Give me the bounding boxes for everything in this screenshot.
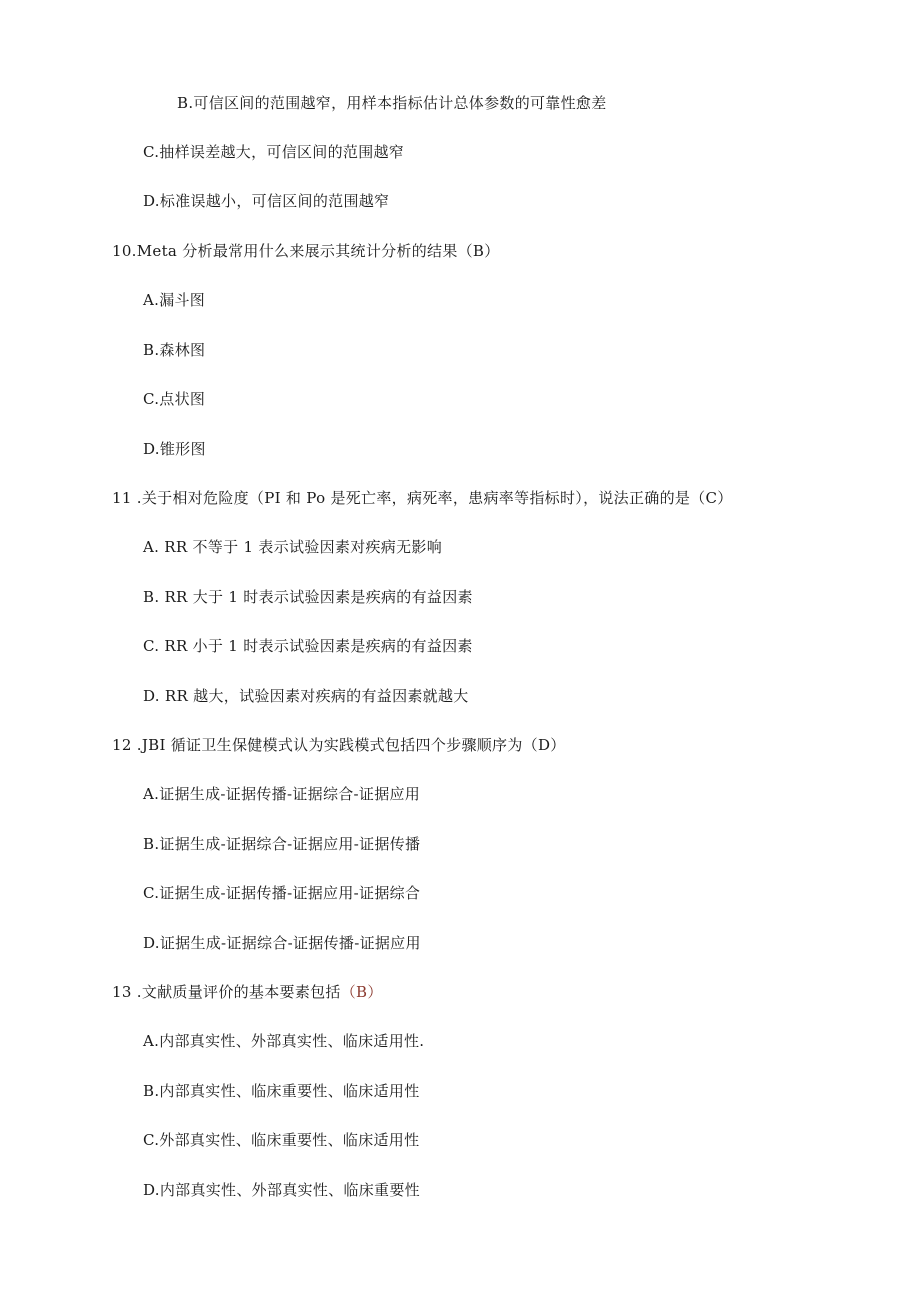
question-12-option-a: A.证据生成-证据传播-证据综合-证据应用 [143, 785, 421, 803]
question-13-option-b: B.内部真实性、临床重要性、临床适用性 [143, 1082, 420, 1100]
question-11-stem: 11 .关于相对危险度（PI 和 Po 是死亡率，病死率，患病率等指标时），说法正确的是（C） [112, 489, 733, 507]
question-10-stem: 10.Meta 分析最常用什么来展示其统计分析的结果（B） [112, 242, 500, 260]
question-11-option-b: B. RR 大于 1 时表示试验因素是疾病的有益因素 [143, 588, 473, 606]
question-13-stem [112, 982, 383, 1002]
question-10-option-c: C.点状图 [143, 390, 206, 408]
question-11-option-a: A. RR 不等于 1 表示试验因素对疾病无影响 [143, 538, 443, 556]
question-13-option-c: C.外部真实性、临床重要性、临床适用性 [143, 1131, 420, 1149]
question-12-option-c: C.证据生成-证据传播-证据应用-证据综合 [143, 884, 421, 902]
question-13-option-d: D.内部真实性、外部真实性、临床重要性 [143, 1181, 420, 1199]
question-13-answer: （B） [340, 983, 383, 1001]
question-9-option-b: B.可信区间的范围越窄，用样本指标估计总体参数的可靠性愈差 [177, 94, 607, 112]
question-12-option-b: B.证据生成-证据综合-证据应用-证据传播 [143, 835, 421, 853]
question-12-option-d: D.证据生成-证据综合-证据传播-证据应用 [143, 934, 421, 952]
question-13-option-a: A.内部真实性、外部真实性、临床适用性. [143, 1032, 425, 1050]
question-9-option-d: D.标准误越小，可信区间的范围越窄 [143, 192, 390, 210]
question-9-option-c: C.抽样误差越大，可信区间的范围越窄 [143, 143, 405, 161]
question-10-option-b: B.森林图 [143, 341, 206, 359]
question-10-option-d: D.锥形图 [143, 440, 206, 458]
question-11-option-c: C. RR 小于 1 时表示试验因素是疾病的有益因素 [143, 637, 473, 655]
question-10-option-a: A.漏斗图 [143, 291, 206, 309]
question-12-stem: 12 .JBI 循证卫生保健模式认为实践模式包括四个步骤顺序为（D） [112, 736, 566, 754]
question-13-stem-text: 13 .文献质量评价的基本要素包括 [112, 983, 341, 1001]
question-11-option-d: D. RR 越大，试验因素对疾病的有益因素就越大 [143, 687, 469, 705]
